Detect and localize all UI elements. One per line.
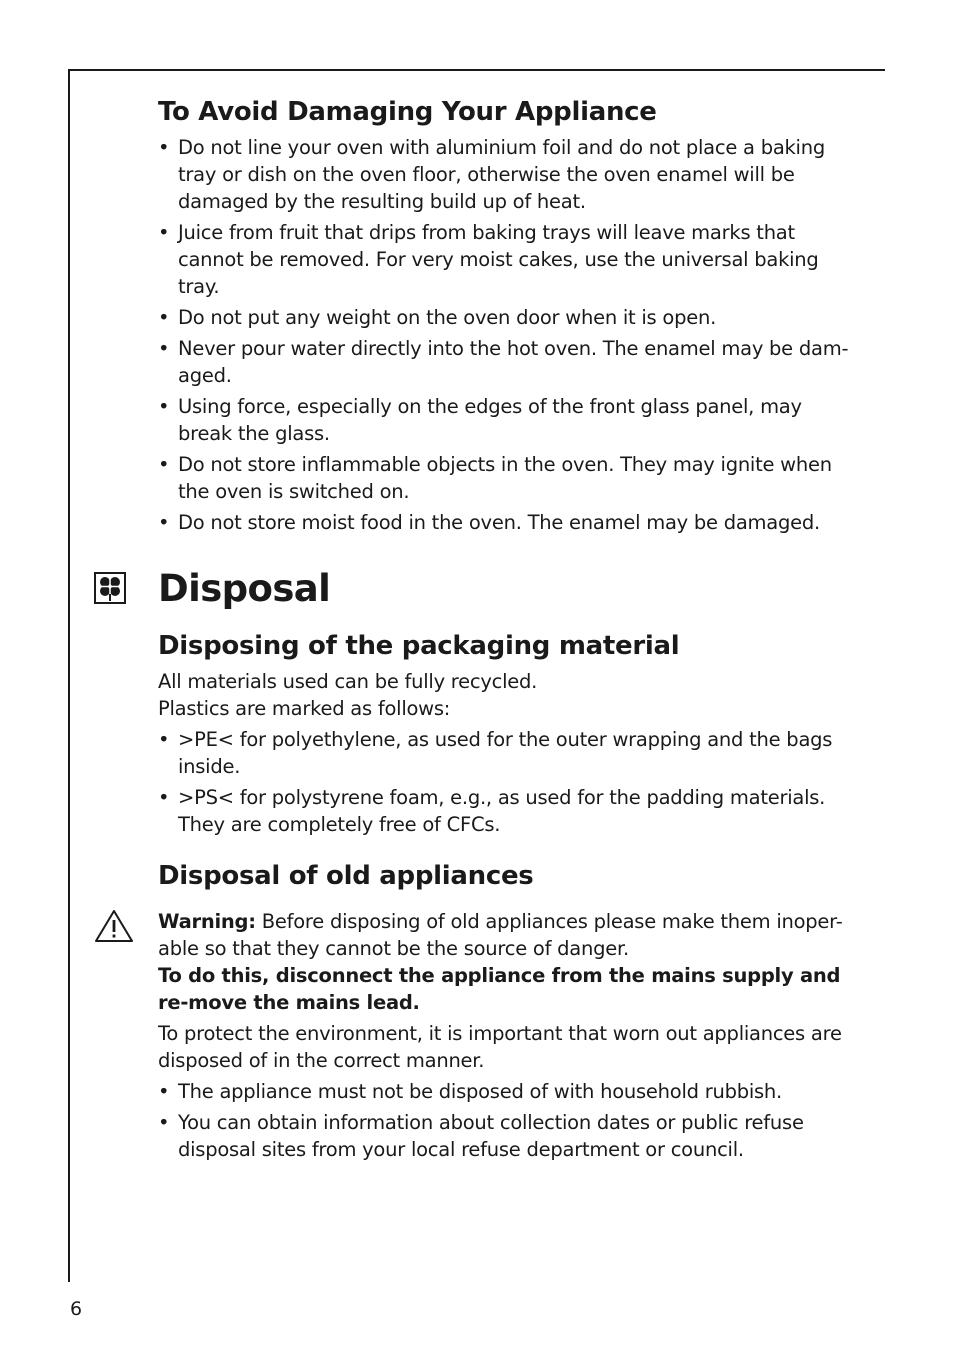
page-number: 6 [70,1298,83,1320]
top-border-line [68,69,885,71]
avoid-damage-heading: To Avoid Damaging Your Appliance [158,97,657,127]
bullet: • [158,453,170,476]
environment-text: To protect the environment, it is important that worn out appliances are disposed of in the correct manner. [158,1022,842,1072]
warning-triangle-icon [94,908,134,944]
bullet: • [158,221,170,244]
list-item: • You can obtain information about collection dates or public refuse disposal sites from your local refuse department or council. [158,1111,804,1161]
recycling-clover-icon [94,572,126,604]
bullet: • [158,337,170,360]
list-item: • Do not store inflammable objects in the oven. They may ignite when the oven is switched on. [158,453,832,503]
packaging-heading: Disposing of the packaging material [158,631,680,661]
disposal-title: Disposal [158,567,331,610]
list-item: • Never pour water directly into the hot oven. The enamel may be dam-aged. [158,337,849,387]
list-item: • Do not line your oven with aluminium foil and do not place a baking tray or dish on the oven floor, otherwise the oven enamel will be damaged by the resulting build up of heat. [158,136,825,213]
list-item: • Juice from fruit that drips from baking trays will leave marks that cannot be removed. For very moist cakes, use the universal baking tray. [158,221,819,298]
disposal-section [158,566,860,1163]
bullet: • [158,786,170,809]
warning-text: Warning: Before disposing of old appliances please make them inoper-able so that they cannot be the source of danger. [158,910,843,960]
left-border-line [68,70,70,1282]
bullet: • [158,395,170,418]
bullet: • [158,728,170,751]
list-item: • Do not put any weight on the oven door when it is open. [158,306,717,329]
list-item: • Using force, especially on the edges of the front glass panel, may break the glass. [158,395,802,445]
old-appliances-list [158,1078,860,1163]
packaging-text-2: Plastics are marked as follows: [158,697,451,720]
warning-block [158,908,860,1016]
list-item: • >PE< for polyethylene, as used for the outer wrapping and the bags inside. [158,728,833,778]
packaging-text-1: All materials used can be fully recycled. [158,670,538,693]
warning-instruction: To do this, disconnect the appliance from the mains supply and re-move the mains lead. [158,964,841,1014]
avoid-damage-list [158,134,860,536]
list-item: • The appliance must not be disposed of with household rubbish. [158,1080,782,1103]
list-item: • >PS< for polystyrene foam, e.g., as used for the padding materials. They are completely free of CFCs. [158,786,826,836]
list-item: • Do not store moist food in the oven. The enamel may be damaged. [158,511,820,534]
disposal-header [158,566,860,612]
page-content [158,94,860,1167]
bullet: • [158,306,170,329]
avoid-damage-section [158,94,860,536]
packaging-list [158,726,860,838]
bullet: • [158,1080,170,1103]
bullet: • [158,511,170,534]
bullet: • [158,1111,170,1134]
old-appliances-heading: Disposal of old appliances [158,861,534,891]
warning-label: Warning: [158,910,256,933]
bullet: • [158,136,170,159]
